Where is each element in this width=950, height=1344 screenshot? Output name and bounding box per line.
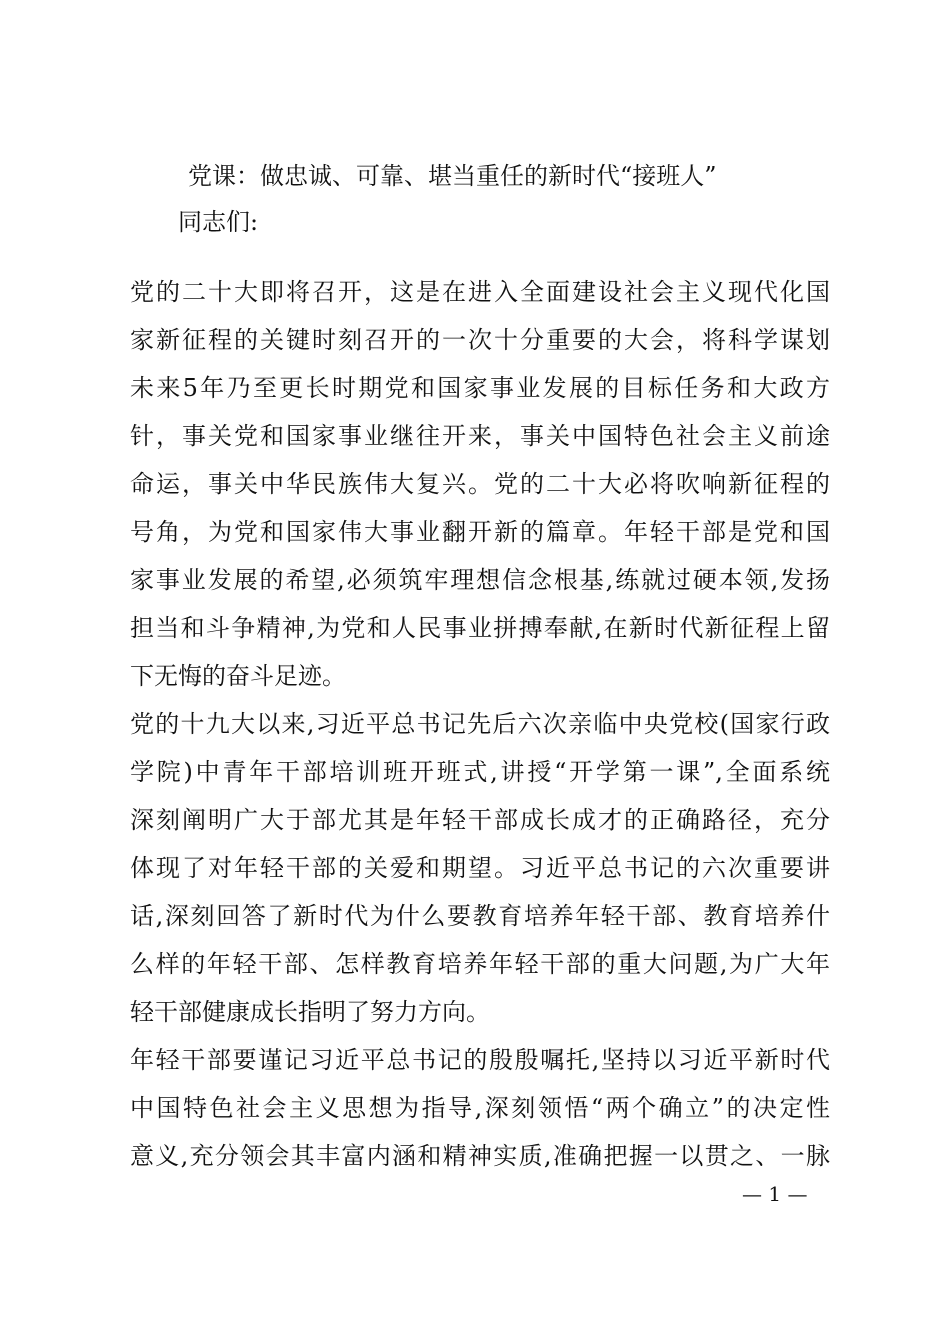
document-body (130, 268, 830, 1180)
paragraph-2-line-1: 党的十九大以来,习近平总书记先后六次亲临中央党校(国家行政 (130, 710, 830, 738)
paragraph-3-line-2: 中国特色社会主义思想为指导,深刻领悟“两个确立”的决定性 (130, 1094, 830, 1122)
paragraph-1-line-2: 家新征程的关键时刻召开的一次十分重要的大会，将科学谋划 (130, 326, 830, 354)
paragraph-2-line-4: 体现了对年轻干部的关爱和期望。习近平总书记的六次重要讲 (130, 854, 830, 882)
paragraph-2-line-7: 轻干部健康成长指明了努力方向。 (130, 998, 490, 1026)
paragraph-1-line-7: 家事业发展的希望,必须筑牢理想信念根基,练就过硬本领,发扬 (130, 566, 830, 594)
paragraph-1-line-9: 下无悔的奋斗足迹。 (130, 662, 346, 690)
paragraph-1-line-8: 担当和斗争精神,为党和人民事业拼搏奉献,在新时代新征程上留 (130, 614, 830, 642)
greeting: 同志们: (178, 208, 259, 236)
paragraph-1-line-6: 号角，为党和国家伟大事业翻开新的篇章。年轻干部是党和国 (130, 518, 830, 546)
paragraph-1-line-4: 针，事关党和国家事业继往开来，事关中国特色社会主义前途 (130, 422, 830, 450)
paragraph-2-line-6: 么样的年轻干部、怎样教育培养年轻干部的重大问题,为广大年 (130, 950, 830, 978)
paragraph-1-line-3: 未来5年乃至更长时期党和国家事业发展的目标任务和大政方 (130, 374, 830, 402)
paragraph-1-line-1: 党的二十大即将召开，这是在进入全面建设社会主义现代化国 (130, 278, 830, 306)
paragraph-2-line-3: 深刻阐明广大于部尤其是年轻干部成长成才的正确路径，充分 (130, 806, 830, 834)
paragraph-2-line-2: 学院)中青年干部培训班开班式,讲授“开学第一课”,全面系统 (130, 758, 830, 786)
paragraph-3-line-3: 意义,充分领会其丰富内涵和精神实质,准确把握一以贯之、一脉 (130, 1142, 830, 1170)
document-title: 党课：做忠诚、可靠、堪当重任的新时代“接班人” (188, 162, 717, 190)
page-number: — 1 — (742, 1182, 808, 1206)
paragraph-3-line-1: 年轻干部要谨记习近平总书记的殷殷嘱托,坚持以习近平新时代 (130, 1046, 830, 1074)
paragraph-1-line-5: 命运，事关中华民族伟大复兴。党的二十大必将吹响新征程的 (130, 470, 830, 498)
paragraph-2-line-5: 话,深刻回答了新时代为什么要教育培养年轻干部、教育培养什 (130, 902, 830, 930)
